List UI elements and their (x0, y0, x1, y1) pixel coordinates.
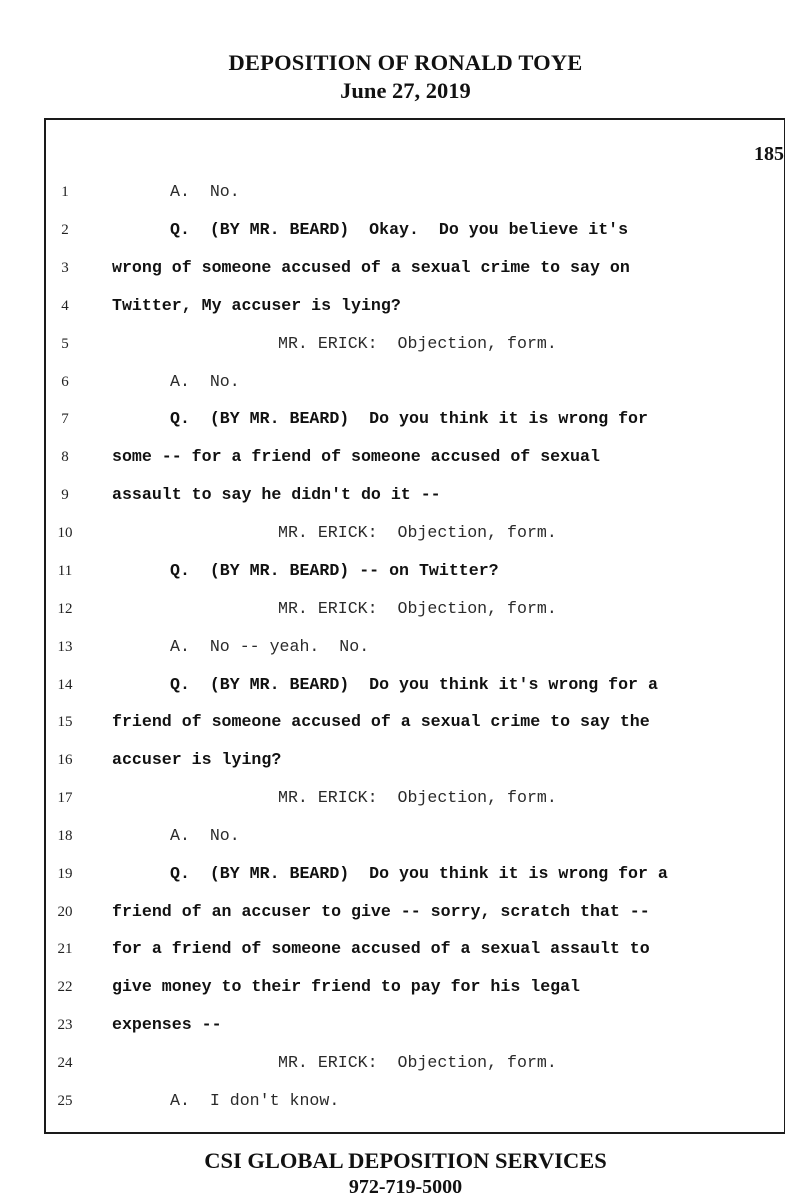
footer-company: CSI GLOBAL DEPOSITION SERVICES (204, 1148, 607, 1173)
transcript-line (0, 855, 811, 893)
line-number: 20 (57, 904, 73, 920)
line-number: 12 (57, 601, 73, 617)
transcript-line (0, 968, 811, 1006)
line-number: 25 (57, 1093, 73, 1109)
line-number: 11 (57, 563, 73, 579)
line-number: 2 (61, 222, 69, 238)
deposition-title: DEPOSITION OF RONALD TOYE (228, 50, 583, 75)
line-text: some -- for a friend of someone accused of sexual (112, 447, 600, 466)
transcript-line (0, 741, 811, 779)
line-number: 5 (61, 336, 69, 352)
line-text: A. No -- yeah. No. (170, 637, 370, 656)
line-number: 19 (57, 866, 73, 882)
transcript-line (0, 666, 811, 704)
line-text: friend of an accuser to give -- sorry, scratch that -- (112, 902, 650, 921)
transcript-line (0, 1006, 811, 1044)
line-text: A. No. (170, 826, 240, 845)
transcript-line (0, 476, 811, 514)
line-number: 3 (61, 260, 69, 276)
transcript-line (0, 1082, 811, 1120)
line-number: 13 (57, 639, 73, 655)
line-number: 15 (57, 714, 73, 730)
line-number: 22 (57, 979, 73, 995)
transcript-line (0, 930, 811, 968)
transcript-line (0, 325, 811, 363)
line-text: A. No. (170, 372, 240, 391)
line-text: A. I don't know. (170, 1091, 340, 1110)
line-text: MR. ERICK: Objection, form. (278, 1053, 557, 1072)
transcript-line (0, 779, 811, 817)
transcript-line (0, 173, 811, 211)
line-text: A. No. (170, 182, 240, 201)
line-text: expenses -- (112, 1015, 222, 1034)
transcript-line (0, 703, 811, 741)
deposition-date: June 27, 2019 (340, 78, 471, 103)
line-text: accuser is lying? (112, 750, 282, 769)
line-number: 23 (57, 1017, 73, 1033)
line-text: for a friend of someone accused of a sexual assault to (112, 939, 650, 958)
line-number: 24 (57, 1055, 73, 1071)
transcript-line (0, 1044, 811, 1082)
line-number: 7 (61, 411, 69, 427)
line-number: 9 (61, 487, 69, 503)
transcript-line (0, 552, 811, 590)
line-number: 18 (57, 828, 73, 844)
line-number: 16 (57, 752, 73, 768)
line-text: MR. ERICK: Objection, form. (278, 523, 557, 542)
line-text: MR. ERICK: Objection, form. (278, 334, 557, 353)
line-number: 17 (57, 790, 73, 806)
line-number: 1 (61, 184, 69, 200)
transcript-line (0, 628, 811, 666)
line-number: 6 (61, 374, 69, 390)
transcript-line (0, 817, 811, 855)
page-number: 185 (754, 143, 784, 165)
line-text: Q. (BY MR. BEARD) Do you think it is wrong for a (170, 864, 668, 883)
line-text: wrong of someone accused of a sexual crime to say on (112, 258, 630, 277)
line-number: 21 (57, 941, 73, 957)
line-text: MR. ERICK: Objection, form. (278, 788, 557, 807)
transcript-line (0, 400, 811, 438)
line-text: MR. ERICK: Objection, form. (278, 599, 557, 618)
line-text: Twitter, My accuser is lying? (112, 296, 401, 315)
line-number: 10 (57, 525, 73, 541)
transcript-line (0, 287, 811, 325)
line-number: 8 (61, 449, 69, 465)
transcript-line (0, 893, 811, 931)
line-text: Q. (BY MR. BEARD) Okay. Do you believe it's (170, 220, 629, 239)
transcript-line (0, 211, 811, 249)
transcript-line (0, 590, 811, 628)
line-text: Q. (BY MR. BEARD) -- on Twitter? (170, 561, 499, 580)
line-number: 14 (57, 677, 73, 693)
footer-phone: 972-719-5000 (348, 1176, 463, 1198)
line-text: Q. (BY MR. BEARD) Do you think it's wrong for a (170, 675, 658, 694)
transcript-line (0, 249, 811, 287)
line-text: friend of someone accused of a sexual crime to say the (112, 712, 650, 731)
transcript-line (0, 514, 811, 552)
line-text: Q. (BY MR. BEARD) Do you think it is wrong for (170, 409, 648, 428)
transcript-line (0, 438, 811, 476)
line-text: assault to say he didn't do it -- (112, 485, 441, 504)
transcript-line (0, 363, 811, 401)
line-text: give money to their friend to pay for his legal (112, 977, 581, 996)
line-number: 4 (61, 298, 69, 314)
